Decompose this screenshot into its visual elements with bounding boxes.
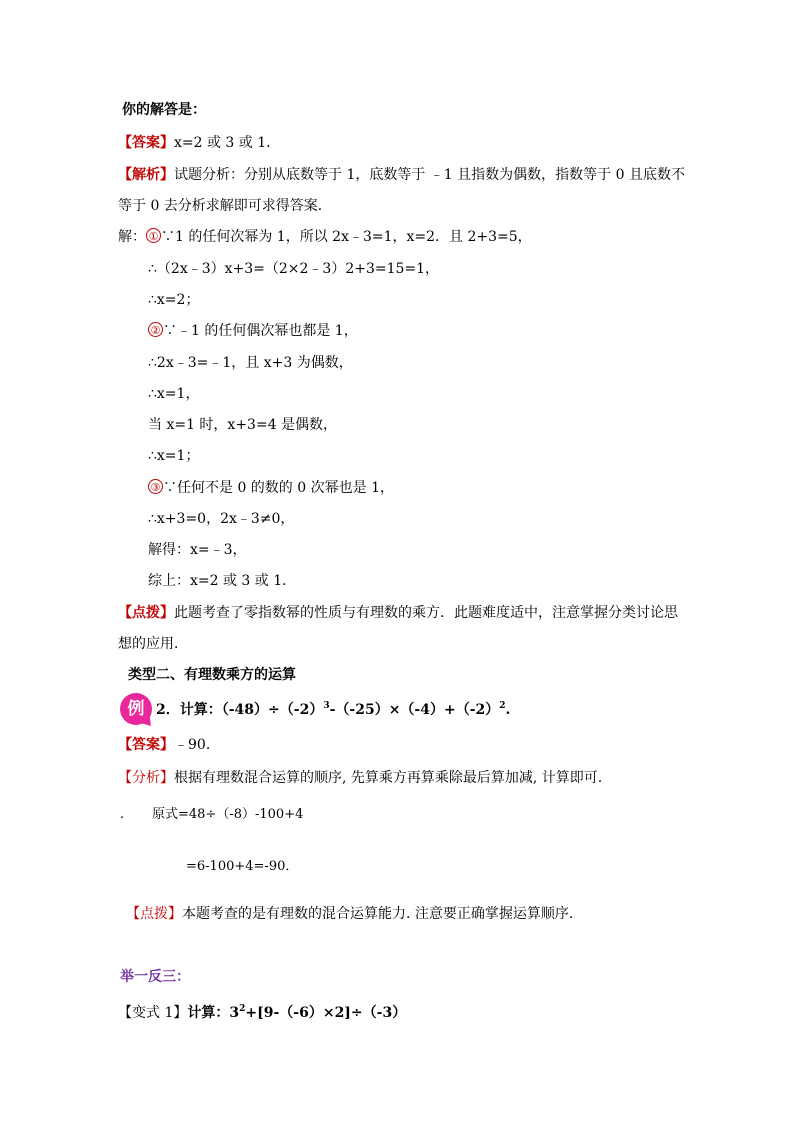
practice-title: 举一反三： (120, 969, 190, 985)
solution-line-11: 解得：x=﹣3， (148, 542, 247, 558)
tip-line-2: 想的应用． (118, 636, 188, 652)
solution-line-9 (148, 478, 394, 498)
solution-line-5: ∴2x﹣3=﹣1，且 x+3 为偶数， (148, 355, 353, 371)
variant-text-b: +[9-（-6）×2]÷（-3） (245, 1005, 407, 1021)
answer-heading: 你的解答是： (122, 102, 206, 118)
example-text-a: 2．计算：（-48）÷（-2） (156, 702, 324, 718)
example-exponent-1: 3 (323, 701, 330, 711)
analysis2-text: 根据有理数混合运算的顺序, 先算乘方再算乘除最后算加减, 计算即可. (174, 770, 603, 786)
variant-exponent: 2 (239, 1004, 246, 1014)
tip2-line (126, 904, 573, 924)
analysis2-line (118, 768, 602, 788)
calc-line-2: =6-100+4=-90． (186, 859, 299, 874)
tip2-text: 本题考查的是有理数的混合运算能力. 注意要正确掌握运算顺序. (182, 906, 574, 922)
section-title: 类型二、有理数乘方的运算 (128, 667, 296, 683)
example-exponent-2: 2 (499, 701, 506, 711)
solution-step-2: ∵﹣1 的任何偶次幂也都是 1， (163, 323, 358, 339)
tip-tag: 【点拨】 (118, 605, 174, 621)
solution-line-2: ∴（2x﹣3）x+3=（2×2﹣3）2+3=15=1， (148, 261, 440, 277)
tip-line-1 (118, 603, 678, 623)
step-number-3: ③ (148, 479, 163, 494)
variant-tag: 【变式 1】 (118, 1005, 188, 1021)
solution-line-4 (148, 321, 358, 341)
solution-line-8: ∴x=1； (148, 448, 200, 464)
solution-line-10: ∴x+3=0，2x﹣3≠0， (148, 511, 295, 527)
solution-line-6: ∴x=1， (148, 386, 200, 402)
example-badge: 例 (120, 693, 152, 725)
answer-tag: 【答案】 (118, 135, 174, 151)
solution-prefix: 解： (118, 229, 146, 245)
tip2-tag: 【点拨】 (126, 906, 182, 922)
calc-line-1: 原式=48÷（-8）-100+4 (152, 807, 304, 822)
solution-step-3: ∵任何不是 0 的数的 0 次幂也是 1， (163, 480, 394, 496)
variant-line (118, 1003, 406, 1023)
solution-step-1: ∵1 的任何次幂为 1，所以 2x﹣3=1，x=2．且 2+3=5， (161, 229, 532, 245)
example-text-c: . (505, 702, 511, 718)
tip-text-1: 此题考查了零指数幂的性质与有理数的乘方．此题难度适中，注意掌握分类讨论思 (174, 605, 678, 621)
analysis-line-1 (118, 165, 685, 185)
analysis-tag: 【解析】 (118, 167, 174, 183)
analysis-text-1: 试题分析：分别从底数等于 1，底数等于 ﹣1 且指数为偶数，指数等于 0 且底数不 (174, 167, 685, 183)
answer2-text: ﹣90. (174, 737, 211, 753)
solution-line-1 (118, 227, 532, 247)
example-question (156, 700, 510, 720)
variant-text-a: 计算：3 (187, 1005, 240, 1021)
analysis-line-2: 等于 0 去分析求解即可求得答案． (118, 198, 332, 214)
solution-line-7: 当 x=1 时，x+3=4 是偶数， (148, 417, 338, 433)
answer-text: x=2 或 3 或 1． (174, 135, 281, 151)
answer2-tag: 【答案】 (118, 737, 174, 753)
answer2-line (118, 735, 210, 755)
calc-dot: . (120, 807, 125, 822)
solution-line-3: ∴x=2； (148, 292, 200, 308)
step-number-1: ① (146, 228, 161, 243)
step-number-2: ② (148, 322, 163, 337)
solution-line-12: 综上：x=2 或 3 或 1． (148, 573, 297, 589)
answer-line (118, 133, 280, 153)
example-text-b: -（-25）×（-4）+（-2） (329, 702, 500, 718)
analysis2-tag: 【分析】 (118, 770, 174, 786)
